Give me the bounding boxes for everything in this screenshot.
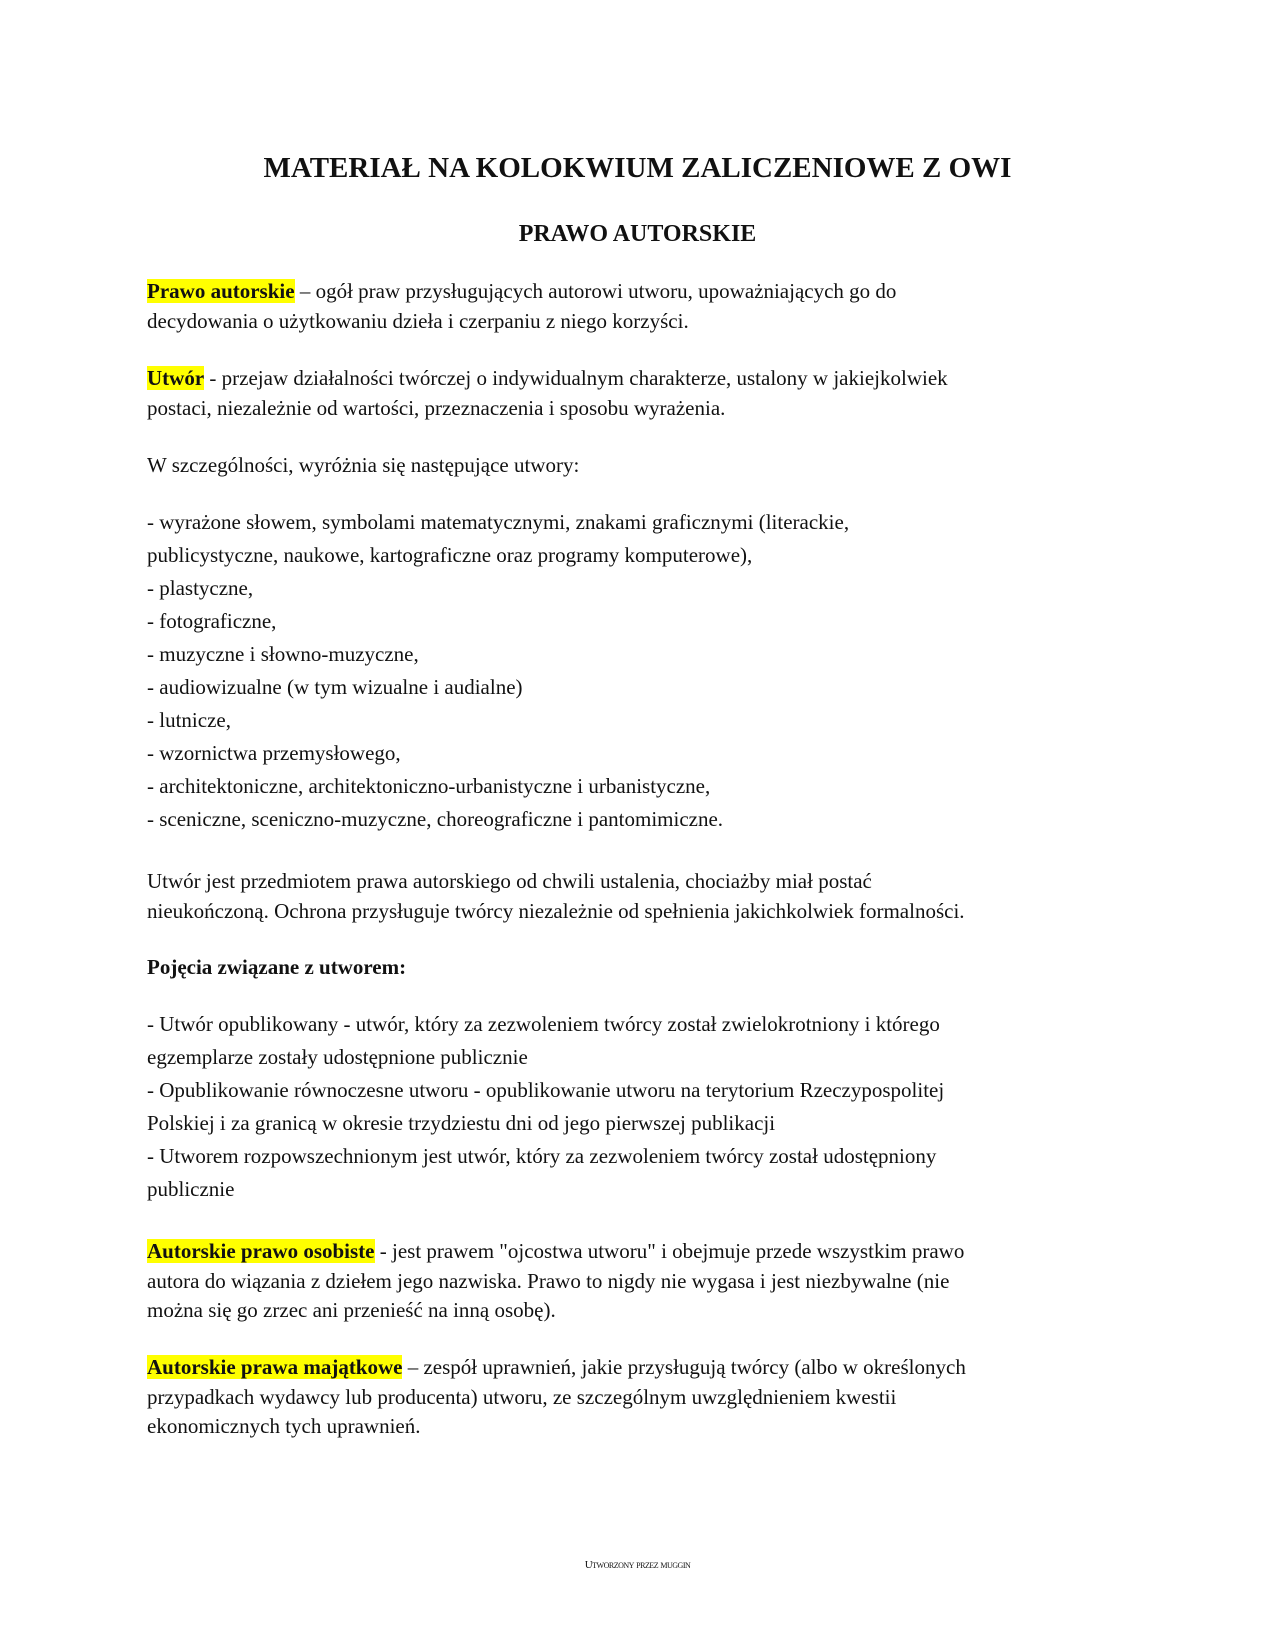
paragraph-moral-rights (147, 1237, 1137, 1326)
paragraph-copyright-definition (147, 277, 1137, 336)
list-item: - Opublikowanie równoczesne utworu - opublikowanie utworu na terytorium Rzeczypospolitej (147, 1078, 945, 1102)
text: decydowania o użytkowaniu dzieła i czerpaniu z niego korzyści. (147, 308, 689, 333)
section-heading: PRAWO AUTORSKIE (518, 221, 757, 247)
document-title: MATERIAŁ NA KOLOKWIUM ZALICZENIOWE Z OWI (263, 152, 1012, 184)
list-item: - Utwór opublikowany - utwór, który za zezwoleniem twórcy został zwielokrotniony i którego (147, 1012, 940, 1036)
list-item: egzemplarze zostały udostępnione publicznie (147, 1045, 528, 1069)
list-item: publicystyczne, naukowe, kartograficzne oraz programy komputerowe), (147, 543, 753, 567)
text: – ogół praw przysługujących autorowi utworu, upoważniających go do (294, 279, 897, 303)
list-item: - architektoniczne, architektoniczno-urbanistyczne i urbanistyczne, (147, 774, 711, 798)
concepts-heading: Pojęcia związane z utworem: (147, 955, 407, 979)
list-item: - lutnicze, (147, 708, 231, 732)
highlighted-term: Utwór (147, 366, 205, 390)
page-footer: Utworzony przez muggin (584, 1559, 691, 1571)
concepts-list (147, 1008, 1137, 1206)
text: autora do wiązania z dziełem jego nazwiska. Prawo to nigdy nie wygasa i jest niezbywalne (nie (147, 1268, 950, 1293)
text: - przejaw działalności twórczej o indywidualnym charakterze, ustalony w jakiejkolwiek (204, 366, 948, 390)
list-item: - plastyczne, (147, 576, 254, 600)
paragraph-intro: W szczególności, wyróżnia się następujące utwory: (147, 453, 580, 477)
text: można się go zrzec ani przenieść na inną osobę). (147, 1298, 556, 1322)
paragraph-protection (147, 867, 1137, 926)
text: ekonomicznych tych uprawnień. (147, 1414, 421, 1438)
list-item: - wzornictwa przemysłowego, (147, 741, 401, 765)
list-item: publicznie (147, 1177, 235, 1201)
list-item: - wyrażone słowem, symbolami matematycznymi, znakami graficznymi (literackie, (147, 510, 850, 534)
highlighted-term: Prawo autorskie (147, 279, 295, 303)
list-item: - muzyczne i słowno-muzyczne, (147, 642, 419, 666)
text: - jest prawem "ojcostwa utworu" i obejmuje przede wszystkim prawo (374, 1239, 965, 1263)
text: przypadkach wydawcy lub producenta) utworu, ze szczególnym uwzględnieniem kwestii (147, 1384, 897, 1409)
works-list (147, 506, 1137, 836)
highlighted-term: Autorskie prawo osobiste (147, 1239, 375, 1263)
text: Utwór jest przedmiotem prawa autorskiego od chwili ustalenia, chociażby miał postać (147, 869, 872, 893)
text: postaci, niezależnie od wartości, przeznaczenia i sposobu wyrażenia. (147, 395, 726, 420)
list-item: - Utworem rozpowszechnionym jest utwór, który za zezwoleniem twórcy został udostępniony (147, 1144, 937, 1168)
text: nieukończoną. Ochrona przysługuje twórcy niezależnie od spełnienia jakichkolwiek formalności. (147, 898, 965, 923)
highlighted-term: Autorskie prawa majątkowe (147, 1355, 403, 1379)
paragraph-economic-rights (147, 1353, 1137, 1442)
text: – zespół uprawnień, jakie przysługują twórcy (albo w określonych (402, 1355, 966, 1379)
paragraph-work-definition (147, 364, 1137, 423)
list-item: - sceniczne, sceniczno-muzyczne, choreograficzne i pantomimiczne. (147, 807, 724, 831)
list-item: - audiowizualne (w tym wizualne i audialne) (147, 675, 523, 699)
list-item: - fotograficzne, (147, 609, 277, 633)
list-item: Polskiej i za granicą w okresie trzydziestu dni od jego pierwszej publikacji (147, 1111, 776, 1135)
